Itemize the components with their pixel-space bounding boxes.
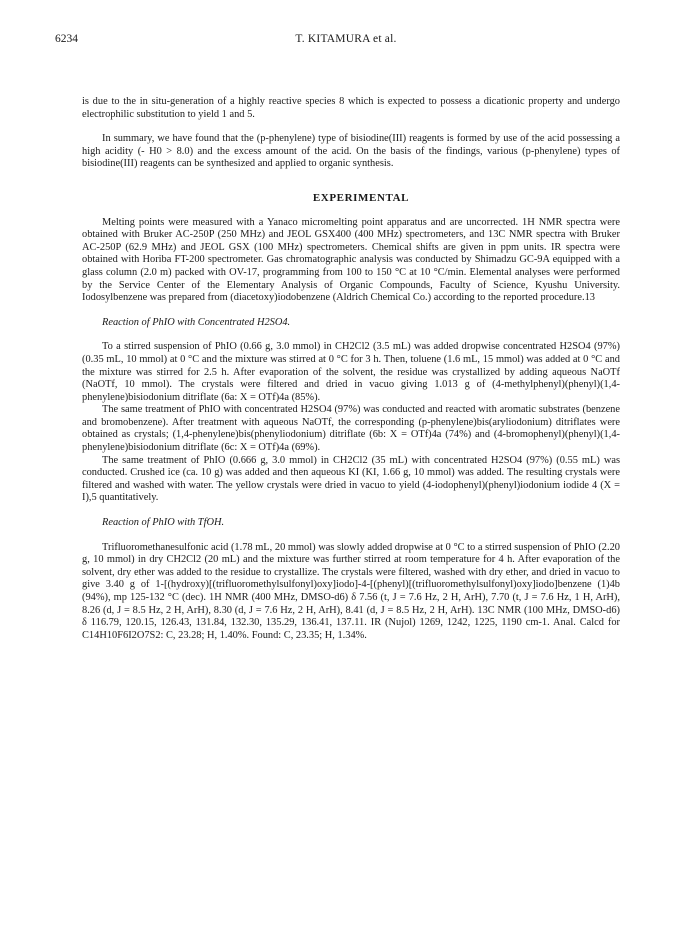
- article-body: [82, 96, 620, 642]
- paragraph-continuation: is due to the in situ-generation of a highly reactive species 8 which is expected to possess a dicationic property and undergo electrophilic substitution to yield 1 and 5.: [82, 96, 620, 120]
- paragraph-procedure-1: Trifluoromethanesulfonic acid (1.78 mL, 20 mmol) was slowly added dropwise at 0 °C to a stirred suspension of PhIO (2.20 g, 10 mmol) in dry CH2Cl2 (20 mL) and the mixture was further stirred at room temperature for 4 h. After evaporation of the solvent, dry ether was added to the residue to crystallize. The crystals were filtered, washed with dry ether, and dried in vacuo to give 3.40 g of 1-[(hydroxy)[(trifluoromethylsulfonyl)oxy]iodo]-4-[(phenyl)[(trifluoromethylsulfonyl)oxy]iodo]benzene (1)4b (94%), mp 125-132 °C (dec). 1H NMR (400 MHz, DMSO-d6) δ 7.56 (t, J = 7.6 Hz, 2 H, ArH), 7.70 (t, J = 7.6 Hz, 1 H, ArH), 8.26 (d, J = 8.5 Hz, 2 H, ArH), 8.30 (d, J = 7.6 Hz, 2 H, ArH), 8.41 (d, J = 8.5 Hz, 2 H, ArH). 13C NMR (100 MHz, DMSO-d6) δ 116.79, 120.15, 126.43, 131.84, 132.30, 135.29, 136.41, 137.11. IR (Nujol) 1269, 1242, 1225, 1190 cm-1. Anal. Calcd for C14H10F6I2O7S2: C, 23.28; H, 1.40%. Found: C, 23.35; H, 1.34%.: [82, 541, 620, 641]
- paragraph-procedure-4: The same treatment of PhIO (0.666 g, 3.0 mmol) in CH2Cl2 (35 mL) with concentrated H2SO4 (97%) (0.55 mL) was conducted. Crushed ice (ca. 10 g) was added and then aqueous KI (KI, 1.66 g, 10 mmol) was added. The resulting crystals were filtered and washed with water. The yellow crystals were dried in vacuo to yield (4-iodophenyl)(phenyl)iodonium iodide 4 (X = I),5 quantitatively.: [82, 454, 620, 504]
- page-number: 6234: [55, 33, 78, 45]
- paragraph-procedure-6a: To a stirred suspension of PhIO (0.66 g, 3.0 mmol) in CH2Cl2 (3.5 mL) was added dropwise concentrated H2SO4 (97%) (0.35 mL, 10 mmol) at 0 °C and the mixture was stirred at 0 °C for 3 h. Then, toluene (1.6 mL, 15 mmol) was added at 0 °C and the mixture was stirred for 2.5 h. After evaporation of the solvent, the residue was crystallized by adding aqueous NaOTf (NaOTf, 10 mmol). The crystals were filtered and dried in vacuo giving 1.013 g of (4-methylphenyl)(phenyl)(1,4-phenylene)bisiodonium ditriflate (6a: X = OTf)4a (85%).: [82, 341, 620, 403]
- paragraph-methods: Melting points were measured with a Yanaco micromelting point apparatus and are uncorrected. 1H NMR spectra were obtained with Bruker AC-250P (250 MHz) and JEOL GSX400 (400 MHz) spectrometers, and 13C NMR spectra with Bruker AC-250P (62.9 MHz) and JEOL GSX (100 MHz) spectrometers. Chemical shifts are given in ppm units. IR spectra were obtained with Horiba FT-200 spectrometer. Gas chromatographic analysis was conducted by Shimadzu GC-9A equipped with a glass column (2.0 m) packed with OV-17, programming from 100 to 150 °C at 10 °C/min. Elemental analyses were performed by the Service Center of the Elementary Analysis of Organic Compounds, Faculty of Science, Kyushu University. Iodosylbenzene was prepared from (diacetoxy)iodobenzene (Aldrich Chemical Co.) according to the reported procedure.13: [82, 216, 620, 304]
- running-title: T. KITAMURA et al.: [295, 33, 397, 45]
- paragraph-summary: In summary, we have found that the (p-phenylene) type of bisiodine(III) reagents is formed by use of the acid possessing a high acidity (- H0 > 8.0) and the excess amount of the acid. On the basis of the findings, various (p-phenylene) types of bisiodine(III) reagents can be synthesized and applied to organic synthesis.: [82, 133, 620, 170]
- paragraph-procedure-6b-6c: The same treatment of PhIO with concentrated H2SO4 (97%) was conducted and reacted with aromatic substrates (benzene and bromobenzene). After treatment with aqueous NaOTf, the corresponding (p-phenylene)bis(aryliodonium) ditriflates were obtained as crystals; (1,4-phenylene)bis(phenyliodonium) ditriflate (6b: X = OTf)4a (74%) and (4-bromophenyl)(phenyl)(1,4-phenylene)bisiodonium ditriflate (6c: X = OTf)4a (69%).: [82, 404, 620, 454]
- section-title-experimental: EXPERIMENTAL: [312, 191, 410, 204]
- subsection-h2so4: Reaction of PhIO with Concentrated H2SO4.: [102, 316, 291, 328]
- subsection-tfoh: Reaction of PhIO with TfOH.: [102, 517, 225, 529]
